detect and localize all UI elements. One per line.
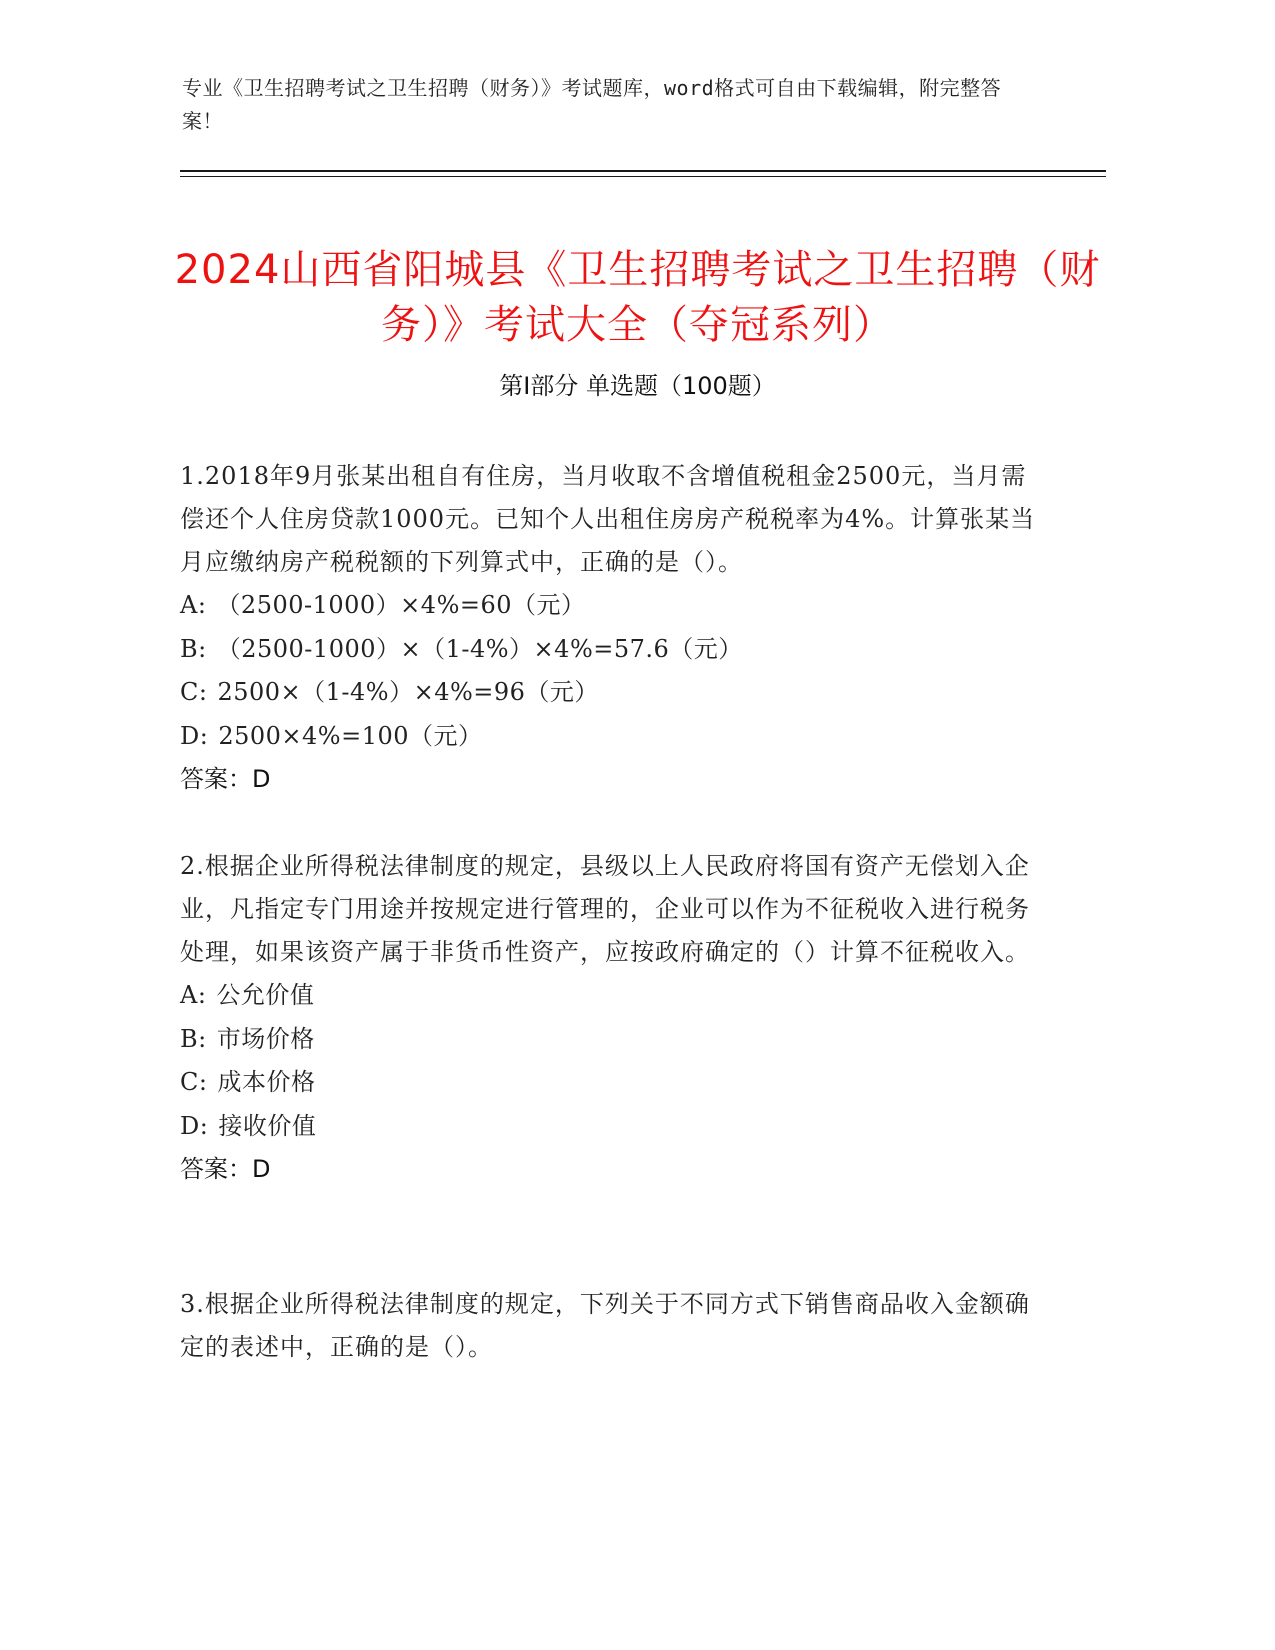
option-text: 接收价值 bbox=[218, 1111, 317, 1140]
option-text: 2500×（1-4%）×4%=96（元） bbox=[217, 678, 599, 706]
option-key: B: bbox=[180, 1024, 207, 1053]
option-text: 公允价值 bbox=[216, 981, 315, 1009]
question-stem: 3.根据企业所得税法律制度的规定，下列关于不同方式下销售商品收入金额确定的表述中，正确的是（）。 bbox=[180, 1290, 1030, 1361]
option-b bbox=[180, 1018, 1050, 1062]
question-3 bbox=[180, 1283, 1050, 1369]
option-b bbox=[180, 628, 1050, 672]
option-key: D: bbox=[180, 721, 209, 750]
option-key: C: bbox=[180, 1068, 208, 1096]
header-divider bbox=[180, 170, 1106, 172]
option-key: C: bbox=[180, 678, 208, 706]
answer: 答案：D bbox=[180, 1155, 271, 1183]
document-title: 2024山西省阳城县《卫生招聘考试之卫生招聘（财务）》考试大全（夺冠系列） bbox=[174, 246, 1101, 348]
option-text: 成本价格 bbox=[217, 1068, 316, 1096]
answer: 答案：D bbox=[180, 765, 271, 793]
question-2 bbox=[180, 845, 1050, 1191]
question-1 bbox=[180, 455, 1050, 801]
option-d bbox=[180, 1105, 1050, 1149]
option-a bbox=[180, 974, 1050, 1018]
question-stem: 2.根据企业所得税法律制度的规定，县级以上人民政府将国有资产无偿划入企业，凡指定专门用途并按规定进行管理的，企业可以作为不征税收入进行税务处理，如果该资产属于非货币性资产，应按政府确定的（）计算不征税收入。 bbox=[180, 852, 1030, 966]
option-text: （2500-1000）×（1-4%）×4%=57.6（元） bbox=[216, 634, 743, 663]
option-key: A: bbox=[180, 981, 207, 1009]
option-key: D: bbox=[180, 1111, 209, 1140]
option-a bbox=[180, 584, 1050, 628]
section-title: 第Ⅰ部分 单选题（100题） bbox=[499, 372, 776, 400]
option-text: （2500-1000）×4%=60（元） bbox=[216, 591, 586, 619]
option-key: A: bbox=[180, 591, 207, 619]
option-key: B: bbox=[180, 634, 207, 663]
option-d bbox=[180, 715, 1050, 759]
header-note: 专业《卫生招聘考试之卫生招聘（财务）》考试题库，word格式可自由下载编辑，附完整答案！ bbox=[182, 76, 1002, 133]
option-text: 市场价格 bbox=[216, 1024, 315, 1053]
option-c bbox=[180, 1061, 1050, 1105]
option-c bbox=[180, 671, 1050, 715]
header-divider-thin bbox=[180, 176, 1106, 177]
option-text: 2500×4%=100（元） bbox=[218, 721, 483, 750]
question-stem: 1.2018年9月张某出租自有住房，当月收取不含增值税租金2500元，当月需偿还个人住房贷款1000元。已知个人出租住房房产税税率为4%。计算张某当月应缴纳房产税税额的下列算式中，正确的是（）。 bbox=[180, 462, 1036, 576]
